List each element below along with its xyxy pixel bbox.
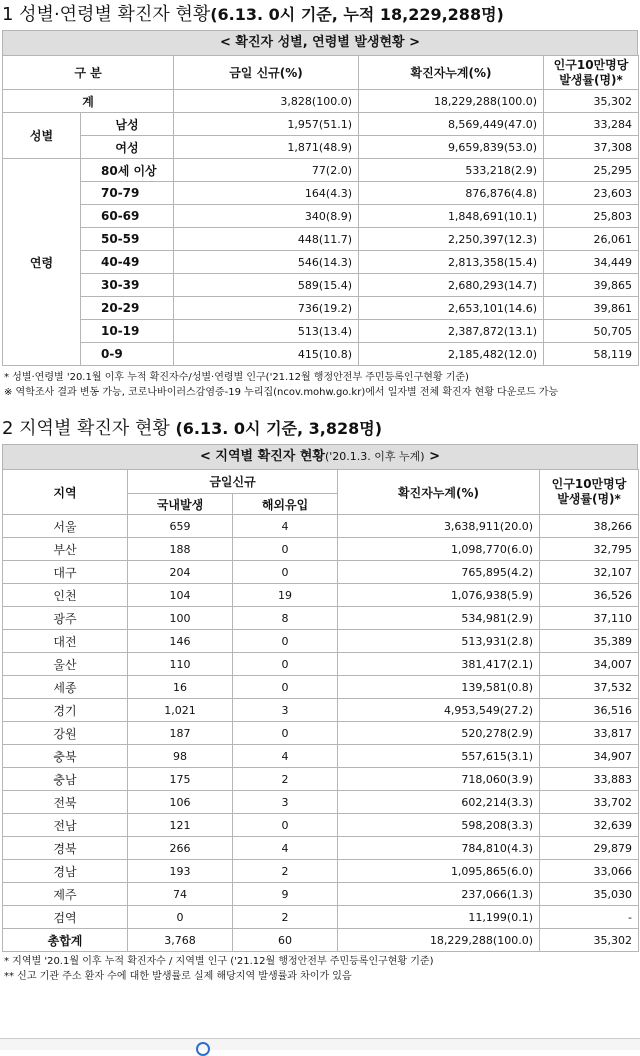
cell-region: 충남 <box>3 768 128 791</box>
cell-rate: 34,449 <box>544 251 639 274</box>
cell-overseas: 4 <box>233 745 338 768</box>
cell-domestic: 121 <box>128 814 233 837</box>
row-label: 10-19 <box>81 320 174 343</box>
cell-new: 589(15.4) <box>174 274 359 297</box>
table-row <box>3 274 639 297</box>
cell-cum: 11,199(0.1) <box>338 906 540 929</box>
section1-title-bold: (6.13. 0시 기준, 누적 18,229,288명) <box>210 5 504 24</box>
header-rate: 인구10만명당 발생률(명)* <box>540 470 639 515</box>
circle-icon <box>196 1042 210 1056</box>
table-row <box>3 814 639 837</box>
cell-region: 총합계 <box>3 929 128 952</box>
cell-overseas: 0 <box>233 814 338 837</box>
cell-cum: 381,417(2.1) <box>338 653 540 676</box>
cell-region: 세종 <box>3 676 128 699</box>
cell-rate: 39,865 <box>544 274 639 297</box>
cell-cum: 602,214(3.3) <box>338 791 540 814</box>
table-row <box>3 182 639 205</box>
section2-caption <box>2 444 638 469</box>
table-row <box>3 113 639 136</box>
cell-rate: 58,119 <box>544 343 639 366</box>
cell-cum: 2,387,872(13.1) <box>359 320 544 343</box>
cell-cum: 718,060(3.9) <box>338 768 540 791</box>
cell-cum: 18,229,288(100.0) <box>359 90 544 113</box>
row-label: 50-59 <box>81 228 174 251</box>
cell-cum: 533,218(2.9) <box>359 159 544 182</box>
cell-region: 인천 <box>3 584 128 607</box>
table-row <box>3 561 639 584</box>
cell-overseas: 60 <box>233 929 338 952</box>
row-label: 계 <box>3 90 174 113</box>
cell-cum: 1,095,865(6.0) <box>338 860 540 883</box>
cell-rate: 39,861 <box>544 297 639 320</box>
table-row <box>3 205 639 228</box>
table-row <box>3 320 639 343</box>
cell-rate: 34,007 <box>540 653 639 676</box>
cell-region: 울산 <box>3 653 128 676</box>
cell-rate: 36,516 <box>540 699 639 722</box>
table-row <box>3 228 639 251</box>
cell-domestic: 187 <box>128 722 233 745</box>
cell-overseas: 4 <box>233 515 338 538</box>
cell-rate: 33,817 <box>540 722 639 745</box>
cell-overseas: 0 <box>233 630 338 653</box>
table-row <box>3 837 639 860</box>
cell-domestic: 146 <box>128 630 233 653</box>
header-new: 금일 신규(%) <box>174 56 359 90</box>
cell-overseas: 19 <box>233 584 338 607</box>
cell-new: 1,871(48.9) <box>174 136 359 159</box>
table-row <box>3 883 639 906</box>
cell-cum: 18,229,288(100.0) <box>338 929 540 952</box>
section1-note-2: ※ 역학조사 결과 변동 가능, 코로나바이러스감염증-19 누리집(ncov.mohw.go.kr)에서 일자별 전체 확진자 현황 다운로드 가능 <box>4 387 559 398</box>
cell-cum: 237,066(1.3) <box>338 883 540 906</box>
cell-rate: 35,030 <box>540 883 639 906</box>
header-category: 구 분 <box>3 56 174 90</box>
table-row <box>3 584 639 607</box>
row-label: 남성 <box>81 113 174 136</box>
cell-domestic: 0 <box>128 906 233 929</box>
cell-new: 448(11.7) <box>174 228 359 251</box>
cell-cum: 598,208(3.3) <box>338 814 540 837</box>
cell-rate: 35,302 <box>544 90 639 113</box>
cell-cum: 520,278(2.9) <box>338 722 540 745</box>
cell-cum: 534,981(2.9) <box>338 607 540 630</box>
cell-new: 546(14.3) <box>174 251 359 274</box>
group-label-gender: 성별 <box>3 113 81 159</box>
table-row <box>3 251 639 274</box>
cell-overseas: 0 <box>233 676 338 699</box>
cell-cum: 1,848,691(10.1) <box>359 205 544 228</box>
section1-note-1: * 성별·연령별 '20.1월 이후 누적 확진자수/성별·연령별 인구('21.12월 행정안전부 주민등록인구현황 기준) <box>4 372 469 383</box>
cell-cum: 2,680,293(14.7) <box>359 274 544 297</box>
cell-cum: 2,813,358(15.4) <box>359 251 544 274</box>
cell-overseas: 0 <box>233 653 338 676</box>
cell-rate: 23,603 <box>544 182 639 205</box>
cell-rate: 33,284 <box>544 113 639 136</box>
section2-note-1: * 지역별 '20.1월 이후 누적 확진자수 / 지역별 인구 ('21.12월 행정안전부 주민등록인구현황 기준) <box>4 956 434 967</box>
section2-caption-main: < 지역별 확진자 현황 <box>200 449 325 464</box>
cell-new: 340(8.9) <box>174 205 359 228</box>
cell-domestic: 74 <box>128 883 233 906</box>
cell-domestic: 659 <box>128 515 233 538</box>
cell-rate: 25,803 <box>544 205 639 228</box>
cell-overseas: 2 <box>233 768 338 791</box>
cell-new: 3,828(100.0) <box>174 90 359 113</box>
cell-region: 광주 <box>3 607 128 630</box>
section1-caption: < 확진자 성별, 연령별 발생현황 > <box>2 30 638 55</box>
cell-cum: 139,581(0.8) <box>338 676 540 699</box>
cell-region: 전북 <box>3 791 128 814</box>
region-table <box>2 469 639 952</box>
table-row <box>3 538 639 561</box>
cell-overseas: 3 <box>233 791 338 814</box>
row-label: 0-9 <box>81 343 174 366</box>
cell-rate: 35,389 <box>540 630 639 653</box>
cell-overseas: 0 <box>233 722 338 745</box>
table-row <box>3 745 639 768</box>
cell-region: 대구 <box>3 561 128 584</box>
table-row <box>3 630 639 653</box>
cell-region: 충북 <box>3 745 128 768</box>
row-label: 20-29 <box>81 297 174 320</box>
cell-cum: 3,638,911(20.0) <box>338 515 540 538</box>
cell-overseas: 2 <box>233 906 338 929</box>
cell-overseas: 0 <box>233 538 338 561</box>
table-row <box>3 297 639 320</box>
header-rate: 인구10만명당 발생률(명)* <box>544 56 639 90</box>
cell-rate: 26,061 <box>544 228 639 251</box>
cell-overseas: 3 <box>233 699 338 722</box>
cell-region: 서울 <box>3 515 128 538</box>
cell-cum: 784,810(4.3) <box>338 837 540 860</box>
table-row <box>3 722 639 745</box>
row-label: 30-39 <box>81 274 174 297</box>
section2-title <box>0 414 640 444</box>
cell-overseas: 9 <box>233 883 338 906</box>
cell-rate: 34,907 <box>540 745 639 768</box>
row-label: 여성 <box>81 136 174 159</box>
cell-domestic: 266 <box>128 837 233 860</box>
header-domestic: 국내발생 <box>128 494 233 515</box>
section2-title-bold: (6.13. 0시 기준, 3,828명) <box>175 419 383 438</box>
table-header-row <box>3 56 639 90</box>
cell-region: 경남 <box>3 860 128 883</box>
cell-cum: 2,250,397(12.3) <box>359 228 544 251</box>
row-label: 70-79 <box>81 182 174 205</box>
header-cum: 확진자누계(%) <box>338 470 540 515</box>
table-row <box>3 136 639 159</box>
cell-new: 77(2.0) <box>174 159 359 182</box>
cell-domestic: 106 <box>128 791 233 814</box>
cell-rate: 33,883 <box>540 768 639 791</box>
header-overseas: 해외유입 <box>233 494 338 515</box>
header-today: 금일신규 <box>128 470 338 494</box>
table-row <box>3 699 639 722</box>
cell-region: 부산 <box>3 538 128 561</box>
bottom-toolbar <box>0 1038 640 1050</box>
section1-title-prefix: 1 성별·연령별 확진자 현황 <box>2 4 211 25</box>
section2-title-prefix: 2 지역별 확진자 현황 <box>2 418 170 439</box>
table-row <box>3 343 639 366</box>
cell-domestic: 188 <box>128 538 233 561</box>
cell-cum: 1,098,770(6.0) <box>338 538 540 561</box>
group-label-age: 연령 <box>3 159 81 366</box>
cell-cum: 2,653,101(14.6) <box>359 297 544 320</box>
cell-cum: 557,615(3.1) <box>338 745 540 768</box>
cell-cum: 876,876(4.8) <box>359 182 544 205</box>
cell-cum: 4,953,549(27.2) <box>338 699 540 722</box>
cell-rate: 25,295 <box>544 159 639 182</box>
cell-region: 검역 <box>3 906 128 929</box>
cell-cum: 1,076,938(5.9) <box>338 584 540 607</box>
cell-overseas: 2 <box>233 860 338 883</box>
total-row <box>3 90 639 113</box>
table-row <box>3 791 639 814</box>
table-row <box>3 607 639 630</box>
cell-overseas: 8 <box>233 607 338 630</box>
header-region: 지역 <box>3 470 128 515</box>
table-row <box>3 768 639 791</box>
cell-region: 대전 <box>3 630 128 653</box>
cell-overseas: 0 <box>233 561 338 584</box>
table-header-row <box>3 470 639 494</box>
cell-rate: 36,526 <box>540 584 639 607</box>
cell-new: 736(19.2) <box>174 297 359 320</box>
cell-rate: - <box>540 906 639 929</box>
cell-domestic: 110 <box>128 653 233 676</box>
cell-region: 제주 <box>3 883 128 906</box>
cell-new: 415(10.8) <box>174 343 359 366</box>
cell-rate: 37,532 <box>540 676 639 699</box>
cell-cum: 8,569,449(47.0) <box>359 113 544 136</box>
cell-cum: 2,185,482(12.0) <box>359 343 544 366</box>
table-row <box>3 860 639 883</box>
section2-caption-end: > <box>424 449 440 464</box>
section2-caption-small: ('20.1.3. 이후 누계) <box>324 450 425 463</box>
cell-overseas: 4 <box>233 837 338 860</box>
section1-title <box>0 0 640 30</box>
section2-note-2: ** 신고 기관 주소 환자 수에 대한 발생률로 실제 해당지역 발생률과 차이가 있음 <box>4 971 352 982</box>
cell-domestic: 204 <box>128 561 233 584</box>
cell-rate: 37,110 <box>540 607 639 630</box>
cell-domestic: 175 <box>128 768 233 791</box>
cell-rate: 32,639 <box>540 814 639 837</box>
cell-rate: 32,795 <box>540 538 639 561</box>
gender-age-table <box>2 55 639 366</box>
cell-rate: 50,705 <box>544 320 639 343</box>
cell-domestic: 193 <box>128 860 233 883</box>
cell-rate: 33,702 <box>540 791 639 814</box>
cell-rate: 29,879 <box>540 837 639 860</box>
cell-domestic: 98 <box>128 745 233 768</box>
cell-rate: 32,107 <box>540 561 639 584</box>
cell-rate: 38,266 <box>540 515 639 538</box>
cell-cum: 765,895(4.2) <box>338 561 540 584</box>
row-label: 60-69 <box>81 205 174 228</box>
cell-rate: 35,302 <box>540 929 639 952</box>
cell-region: 경기 <box>3 699 128 722</box>
cell-domestic: 104 <box>128 584 233 607</box>
cell-domestic: 1,021 <box>128 699 233 722</box>
cell-domestic: 100 <box>128 607 233 630</box>
cell-cum: 9,659,839(53.0) <box>359 136 544 159</box>
row-label: 40-49 <box>81 251 174 274</box>
cell-region: 전남 <box>3 814 128 837</box>
cell-cum: 513,931(2.8) <box>338 630 540 653</box>
table-row <box>3 653 639 676</box>
table-row <box>3 676 639 699</box>
total-row <box>3 929 639 952</box>
cell-new: 164(4.3) <box>174 182 359 205</box>
cell-rate: 37,308 <box>544 136 639 159</box>
table-row <box>3 515 639 538</box>
header-cum: 확진자누계(%) <box>359 56 544 90</box>
cell-domestic: 16 <box>128 676 233 699</box>
cell-domestic: 3,768 <box>128 929 233 952</box>
row-label: 80세 이상 <box>81 159 174 182</box>
cell-region: 경북 <box>3 837 128 860</box>
cell-new: 513(13.4) <box>174 320 359 343</box>
cell-region: 강원 <box>3 722 128 745</box>
cell-new: 1,957(51.1) <box>174 113 359 136</box>
cell-rate: 33,066 <box>540 860 639 883</box>
table-row <box>3 906 639 929</box>
table-row <box>3 159 639 182</box>
